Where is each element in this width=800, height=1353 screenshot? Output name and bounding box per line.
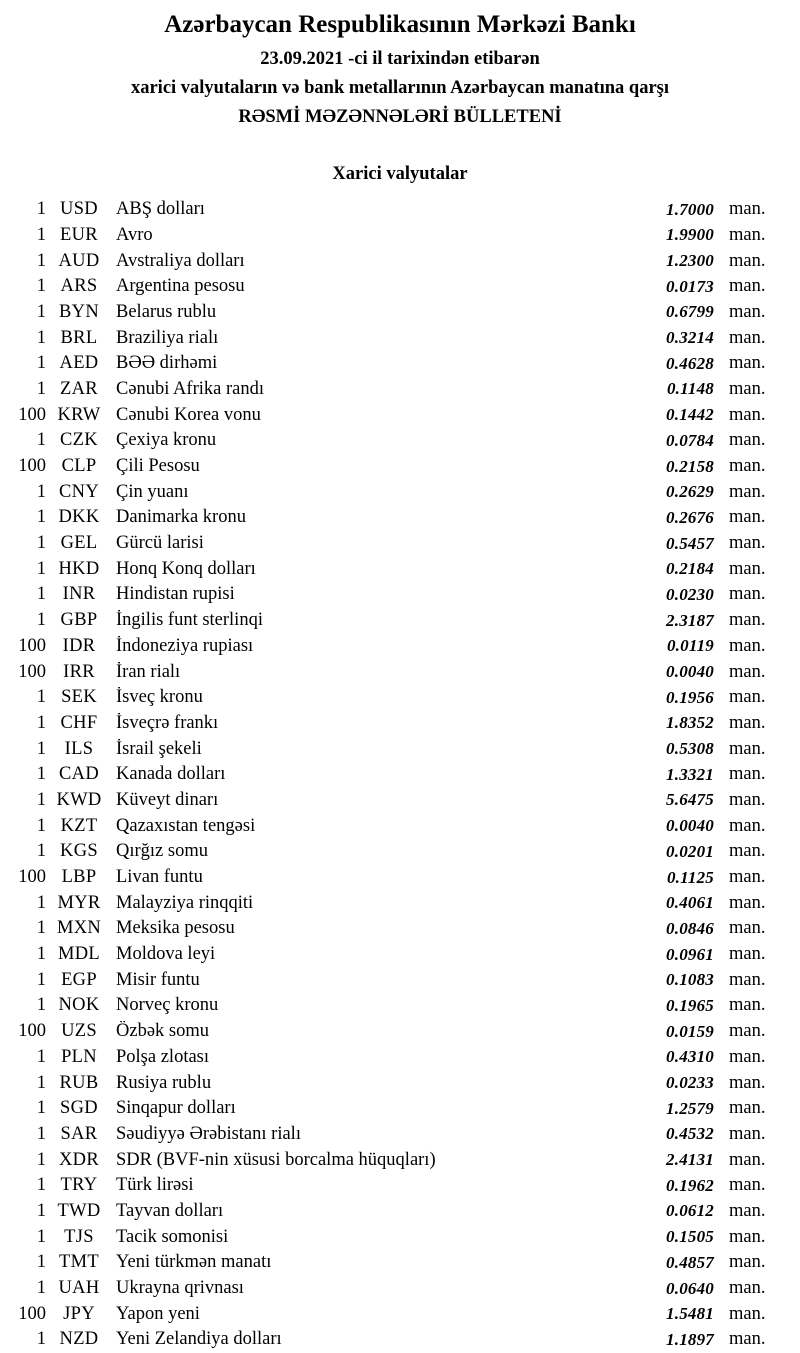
currency-name: Küveyt dinarı xyxy=(116,789,219,810)
currency-name: Norveç kronu xyxy=(116,995,219,1016)
currency-name: SDR (BVF-nin xüsusi borcalma hüquqları) xyxy=(116,1149,436,1170)
currency-row xyxy=(0,479,800,505)
currency-name: İndoneziya rupiası xyxy=(116,635,254,656)
currency-row xyxy=(0,1096,800,1122)
currency-rate: 1.8352 xyxy=(666,713,714,733)
currency-quantity: 1 xyxy=(36,1226,46,1247)
currency-name: Cənubi Korea vonu xyxy=(116,404,261,425)
currency-code: GBP xyxy=(60,610,98,631)
currency-quantity: 1 xyxy=(36,764,46,785)
subject-line: xarici valyutaların və bank metallarının Azərbaycan manatına qarşı xyxy=(130,78,670,99)
currency-row xyxy=(0,993,800,1019)
currency-rate: 0.5308 xyxy=(666,739,714,759)
currency-unit-label: man. xyxy=(729,276,766,297)
currency-row xyxy=(0,531,800,557)
currency-code: TRY xyxy=(60,1175,98,1196)
currency-row xyxy=(0,454,800,480)
currency-quantity: 1 xyxy=(36,378,46,399)
currency-rate: 2.3187 xyxy=(666,610,714,630)
currency-code: PLN xyxy=(61,1046,97,1067)
currency-row xyxy=(0,1224,800,1250)
currency-unit-label: man. xyxy=(729,712,766,733)
currency-rate: 0.1505 xyxy=(666,1227,714,1247)
currency-quantity: 100 xyxy=(18,1303,46,1324)
currency-row xyxy=(0,1122,800,1148)
currency-unit-label: man. xyxy=(729,1046,766,1067)
currency-quantity: 1 xyxy=(36,353,46,374)
currency-quantity: 1 xyxy=(36,327,46,348)
currency-row xyxy=(0,1019,800,1045)
currency-unit-label: man. xyxy=(729,635,766,656)
currency-code: SGD xyxy=(60,1098,98,1119)
currency-code: SEK xyxy=(61,687,97,708)
currency-name: Yeni Zelandiya dolları xyxy=(116,1329,282,1350)
currency-row xyxy=(0,300,800,326)
currency-code: NZD xyxy=(59,1329,99,1350)
currency-rate: 0.1083 xyxy=(666,970,714,990)
currency-unit-label: man. xyxy=(729,687,766,708)
currency-quantity: 1 xyxy=(36,430,46,451)
currency-code: MXN xyxy=(56,918,102,939)
currency-rate: 0.0119 xyxy=(666,636,714,656)
currency-unit-label: man. xyxy=(729,353,766,374)
currency-name: Rusiya rublu xyxy=(116,1072,212,1093)
currency-unit-label: man. xyxy=(729,1303,766,1324)
currency-unit-label: man. xyxy=(729,1149,766,1170)
currency-unit-label: man. xyxy=(729,610,766,631)
currency-row xyxy=(0,711,800,737)
currency-row xyxy=(0,1173,800,1199)
currency-unit-label: man. xyxy=(729,250,766,271)
currency-row xyxy=(0,865,800,891)
currency-quantity: 1 xyxy=(36,533,46,554)
currency-name: Braziliya rialı xyxy=(116,327,219,348)
currency-name: Argentina pesosu xyxy=(116,276,245,297)
currency-code: USD xyxy=(60,199,98,220)
currency-rate: 0.3214 xyxy=(666,328,714,348)
currency-name: Gürcü larisi xyxy=(116,533,204,554)
currency-unit-label: man. xyxy=(729,918,766,939)
currency-code: CNY xyxy=(59,481,99,502)
currency-row xyxy=(0,1147,800,1173)
currency-row xyxy=(0,1044,800,1070)
currency-rate: 0.4857 xyxy=(666,1252,714,1272)
currency-name: Livan funtu xyxy=(116,867,203,887)
currency-rate: 0.0159 xyxy=(666,1021,714,1041)
currency-rate: 0.1148 xyxy=(666,379,714,399)
currency-quantity: 1 xyxy=(36,1072,46,1093)
currency-unit-label: man. xyxy=(729,533,766,554)
currency-quantity: 1 xyxy=(36,1200,46,1221)
currency-name: Türk lirəsi xyxy=(116,1175,194,1196)
currency-unit-label: man. xyxy=(729,815,766,836)
currency-unit-label: man. xyxy=(729,456,766,476)
currency-quantity: 1 xyxy=(36,610,46,631)
currency-name: Tacik somonisi xyxy=(116,1226,229,1247)
currency-name: Qazaxıstan tengəsi xyxy=(116,815,256,836)
currency-unit-label: man. xyxy=(729,1252,766,1273)
currency-code: DKK xyxy=(58,507,100,528)
currency-rate: 0.4061 xyxy=(666,893,714,913)
currency-unit-label: man. xyxy=(729,1021,766,1042)
currency-quantity: 1 xyxy=(36,1123,46,1144)
currency-code: TWD xyxy=(57,1200,101,1221)
currency-unit-label: man. xyxy=(729,378,766,399)
currency-row xyxy=(0,1327,800,1353)
currency-row xyxy=(0,274,800,300)
currency-quantity: 100 xyxy=(18,661,46,682)
currency-code: KWD xyxy=(56,789,102,810)
currency-row xyxy=(0,505,800,531)
currency-code: LBP xyxy=(61,867,97,887)
currency-unit-label: man. xyxy=(729,404,766,425)
currency-rate: 0.1956 xyxy=(666,687,714,707)
currency-name: Yapon yeni xyxy=(116,1303,200,1324)
currency-unit-label: man. xyxy=(729,1278,766,1298)
currency-code: KRW xyxy=(57,404,101,425)
currency-rate: 0.2676 xyxy=(666,507,714,527)
currency-unit-label: man. xyxy=(729,1329,766,1350)
currency-row xyxy=(0,1250,800,1276)
currency-name: Özbək somu xyxy=(116,1021,209,1042)
currency-code: XDR xyxy=(59,1149,99,1170)
currency-rate: 0.4628 xyxy=(666,353,714,373)
currency-unit-label: man. xyxy=(729,969,766,990)
currency-name: Meksika pesosu xyxy=(116,918,235,939)
currency-row xyxy=(0,556,800,582)
currency-code: HKD xyxy=(58,558,100,579)
currency-row xyxy=(0,1199,800,1225)
currency-unit-label: man. xyxy=(729,841,766,862)
effective-date-line: 23.09.2021 -ci il tarixindən etibarən xyxy=(260,48,540,69)
currency-name: Cənubi Afrika randı xyxy=(116,378,264,399)
currency-code: INR xyxy=(62,584,96,605)
currency-name: Hindistan rupisi xyxy=(116,584,235,605)
currency-code: ARS xyxy=(60,276,98,297)
currency-unit-label: man. xyxy=(729,661,766,682)
currency-rate: 0.0040 xyxy=(666,662,714,681)
currency-unit-label: man. xyxy=(729,1226,766,1247)
currency-quantity: 1 xyxy=(36,1329,46,1350)
currency-name: Sinqapur dolları xyxy=(116,1098,236,1119)
currency-name: ABŞ dolları xyxy=(116,199,205,220)
currency-quantity: 1 xyxy=(36,1098,46,1119)
currency-rate: 5.6475 xyxy=(666,790,714,810)
currency-row xyxy=(0,582,800,608)
currency-code: CAD xyxy=(59,764,99,785)
currency-quantity: 1 xyxy=(36,1278,46,1298)
currency-code: NOK xyxy=(58,995,100,1016)
currency-name: Yeni türkmən manatı xyxy=(116,1252,272,1273)
currency-quantity: 1 xyxy=(36,918,46,939)
currency-unit-label: man. xyxy=(729,301,766,322)
currency-unit-label: man. xyxy=(729,430,766,451)
currency-quantity: 1 xyxy=(36,558,46,579)
currency-code: AUD xyxy=(58,250,100,271)
currency-row xyxy=(0,890,800,916)
currency-unit-label: man. xyxy=(729,789,766,810)
currency-row xyxy=(0,762,800,788)
currency-rate: 0.0846 xyxy=(666,918,714,938)
currency-name: Moldova leyi xyxy=(116,944,216,965)
currency-row xyxy=(0,942,800,968)
currency-rate: 0.0173 xyxy=(666,276,714,296)
currency-quantity: 1 xyxy=(36,712,46,733)
currency-code: TMT xyxy=(59,1252,99,1273)
currency-name: Çili Pesosu xyxy=(116,456,200,476)
currency-rate: 0.1965 xyxy=(666,995,714,1015)
currency-unit-label: man. xyxy=(729,584,766,605)
currency-name: Avstraliya dolları xyxy=(116,250,245,271)
currency-unit-label: man. xyxy=(729,507,766,528)
currency-name: İngilis funt sterlinqi xyxy=(116,610,263,631)
currency-row xyxy=(0,377,800,403)
currency-code: ZAR xyxy=(60,378,98,399)
currency-quantity: 1 xyxy=(36,1149,46,1170)
currency-rate: 1.1897 xyxy=(666,1329,714,1349)
currency-quantity: 100 xyxy=(18,635,46,656)
currency-quantity: 1 xyxy=(36,507,46,528)
currency-unit-label: man. xyxy=(729,327,766,348)
section-title-foreign-currencies: Xarici valyutalar xyxy=(332,163,468,184)
currency-rate: 2.4131 xyxy=(666,1150,714,1170)
currency-rate: 0.6799 xyxy=(666,302,714,322)
currency-quantity: 1 xyxy=(36,276,46,297)
currency-unit-label: man. xyxy=(729,867,766,887)
currency-name: BƏƏ dirhəmi xyxy=(116,353,218,374)
currency-unit-label: man. xyxy=(729,944,766,965)
currency-rate: 0.2184 xyxy=(666,559,714,579)
currency-row xyxy=(0,967,800,993)
currency-name: İsveçrə frankı xyxy=(116,712,219,733)
currency-row xyxy=(0,248,800,274)
currency-name: Honq Konq dolları xyxy=(116,558,256,579)
currency-code: IRR xyxy=(63,661,95,682)
currency-rate: 0.1442 xyxy=(666,405,714,425)
currency-quantity: 1 xyxy=(36,841,46,862)
currency-rate: 1.2579 xyxy=(666,1098,714,1118)
currency-name: Malayziya rinqqiti xyxy=(116,892,254,913)
currency-quantity: 1 xyxy=(36,789,46,810)
currency-quantity: 1 xyxy=(36,1175,46,1196)
currency-unit-label: man. xyxy=(729,995,766,1016)
currency-quantity: 1 xyxy=(36,584,46,605)
currency-name: İran rialı xyxy=(116,661,181,682)
currency-quantity: 100 xyxy=(18,404,46,425)
currency-row xyxy=(0,736,800,762)
currency-quantity: 1 xyxy=(36,995,46,1016)
currency-unit-label: man. xyxy=(729,199,766,220)
currency-unit-label: man. xyxy=(729,558,766,579)
currency-quantity: 1 xyxy=(36,301,46,322)
currency-rate: 0.0961 xyxy=(666,944,714,964)
currency-row xyxy=(0,1301,800,1327)
currency-row xyxy=(0,608,800,634)
currency-row xyxy=(0,916,800,942)
currency-rate: 0.0201 xyxy=(666,841,714,861)
currency-name: Belarus rublu xyxy=(116,301,217,322)
currency-name: Kanada dolları xyxy=(116,764,226,785)
currency-name: İsrail şekeli xyxy=(116,738,202,759)
currency-quantity: 1 xyxy=(36,738,46,759)
currency-unit-label: man. xyxy=(729,1175,766,1196)
currency-quantity: 1 xyxy=(36,250,46,271)
currency-quantity: 1 xyxy=(36,944,46,965)
currency-code: CLP xyxy=(61,456,97,476)
currency-unit-label: man. xyxy=(729,224,766,245)
currency-code: SAR xyxy=(60,1123,98,1144)
currency-code: EUR xyxy=(60,224,98,245)
currency-quantity: 1 xyxy=(36,1046,46,1067)
currency-quantity: 1 xyxy=(36,687,46,708)
currency-rate: 0.0784 xyxy=(666,430,714,450)
currency-quantity: 1 xyxy=(36,815,46,836)
currency-code: MYR xyxy=(57,892,101,913)
currency-code: MDL xyxy=(57,944,100,965)
currency-unit-label: man. xyxy=(729,892,766,913)
currency-rate: 0.0233 xyxy=(666,1073,714,1092)
currency-row xyxy=(0,633,800,659)
currency-row xyxy=(0,197,800,223)
currency-quantity: 1 xyxy=(36,199,46,220)
currency-row xyxy=(0,351,800,377)
currency-unit-label: man. xyxy=(729,1098,766,1119)
currency-name: İsveç kronu xyxy=(116,687,203,708)
currency-rate: 0.2158 xyxy=(666,456,714,476)
currency-rate: 0.4532 xyxy=(666,1124,714,1144)
currency-rate: 1.5481 xyxy=(666,1304,714,1324)
currency-quantity: 1 xyxy=(36,969,46,990)
document-header xyxy=(0,0,800,128)
currency-row xyxy=(0,325,800,351)
currency-name: Avro xyxy=(116,224,153,245)
currency-unit-label: man. xyxy=(729,1072,766,1093)
currency-code: EGP xyxy=(61,969,97,990)
currency-name: Səudiyyə Ərəbistanı rialı xyxy=(116,1123,301,1144)
currency-row xyxy=(0,813,800,839)
currency-rate: 0.0612 xyxy=(666,1201,714,1221)
currency-name: Misir funtu xyxy=(116,969,200,990)
currency-quantity: 1 xyxy=(36,224,46,245)
currency-rate: 1.9900 xyxy=(666,225,714,245)
currency-code: TJS xyxy=(64,1226,94,1247)
currency-code: UZS xyxy=(61,1021,97,1042)
currency-rate: 0.0230 xyxy=(666,584,714,604)
currency-code: UAH xyxy=(58,1278,100,1298)
currency-rate: 0.5457 xyxy=(666,533,714,553)
currency-unit-label: man. xyxy=(729,738,766,759)
currency-rate: 0.1125 xyxy=(666,867,714,887)
currency-name: Ukrayna qrivnası xyxy=(116,1278,244,1298)
currency-name: Qırğız somu xyxy=(116,841,208,862)
currency-quantity: 100 xyxy=(18,1021,46,1042)
currency-name: Polşa zlotası xyxy=(116,1046,210,1067)
currency-unit-label: man. xyxy=(729,1123,766,1144)
currency-code: CZK xyxy=(60,430,98,451)
currency-unit-label: man. xyxy=(729,1200,766,1221)
currency-rate: 1.7000 xyxy=(666,199,714,219)
currency-quantity: 1 xyxy=(36,481,46,502)
currency-unit-label: man. xyxy=(729,764,766,785)
currency-rate: 0.0640 xyxy=(666,1278,714,1298)
currency-code: KZT xyxy=(60,815,98,836)
currency-rates-table xyxy=(0,197,800,1353)
currency-code: GEL xyxy=(60,533,98,554)
currency-row xyxy=(0,222,800,248)
currency-rate: 0.4310 xyxy=(666,1047,714,1067)
currency-name: Çexiya kronu xyxy=(116,430,217,451)
currency-code: IDR xyxy=(62,635,96,656)
currency-quantity: 1 xyxy=(36,1252,46,1273)
currency-row xyxy=(0,788,800,814)
currency-rate: 1.2300 xyxy=(666,251,714,270)
currency-unit-label: man. xyxy=(729,481,766,502)
page-title: Azərbaycan Respublikasının Mərkəzi Bankı xyxy=(164,11,636,38)
currency-row xyxy=(0,839,800,865)
currency-rate: 1.3321 xyxy=(666,764,714,784)
currency-name: Tayvan dolları xyxy=(116,1200,224,1221)
currency-rate: 0.2629 xyxy=(666,482,714,502)
currency-row xyxy=(0,659,800,685)
currency-code: AED xyxy=(59,353,99,374)
currency-quantity: 100 xyxy=(18,456,46,476)
currency-code: BYN xyxy=(59,301,99,322)
currency-rate: 0.1962 xyxy=(666,1175,714,1195)
currency-code: RUB xyxy=(59,1072,99,1093)
currency-code: BRL xyxy=(60,327,98,348)
currency-name: Danimarka kronu xyxy=(116,507,246,528)
currency-code: KGS xyxy=(60,841,98,862)
currency-rate: 0.0040 xyxy=(666,816,714,836)
currency-code: JPY xyxy=(63,1303,95,1324)
currency-row xyxy=(0,1276,800,1302)
currency-name: Çin yuanı xyxy=(116,481,189,502)
bulletin-title-line: RƏSMİ MƏZƏNNƏLƏRİ BÜLLETENİ xyxy=(238,107,562,128)
currency-code: CHF xyxy=(60,712,98,733)
currency-row xyxy=(0,1070,800,1096)
currency-code: ILS xyxy=(64,738,94,759)
currency-row xyxy=(0,402,800,428)
currency-row xyxy=(0,428,800,454)
currency-row xyxy=(0,685,800,711)
currency-quantity: 100 xyxy=(18,867,46,887)
currency-quantity: 1 xyxy=(36,892,46,913)
